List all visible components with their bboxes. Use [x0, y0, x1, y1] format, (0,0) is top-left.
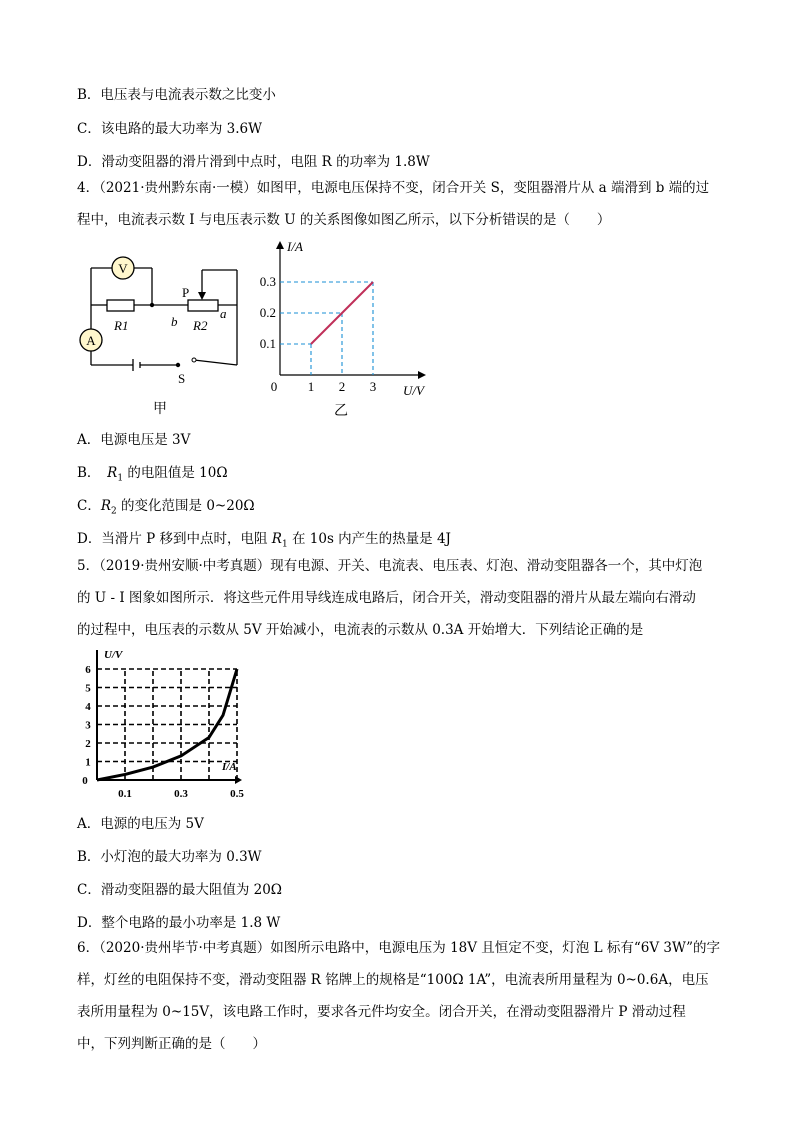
q5-stem-line-2: 的 U - I 图象如图所示．将这些元件用导线连成电路后，闭合开关，滑动变阻器的滑片从最左端向右滑动: [77, 590, 696, 606]
r1-label: R1: [114, 318, 129, 333]
graph-xlabel: U/V: [403, 383, 424, 398]
option-d-prev: D．滑动变阻器的滑片滑到中点时，电阻 R 的功率为 1.8W: [77, 154, 430, 170]
q4-option-a: A．电源电压是 3V: [77, 432, 191, 448]
q5-y-tick-label: 4: [85, 701, 91, 713]
q5-xlabel: I/A: [222, 761, 237, 773]
q5-x-tick-label: 0.5: [230, 788, 244, 800]
q5-stem-line-3: 的过程中，电压表的示数从 5V 开始减小，电流表的示数从 0.3A 开始增大．下列结论正确的是: [77, 622, 644, 638]
q4-option-d: D．当滑片 P 移到中点时，电阻 $R_1$ 在 10s 内产生的热量是 4J: [77, 531, 451, 550]
q6-stem: [77, 932, 727, 1060]
slider-p-label: P: [182, 285, 190, 300]
r2-label: R2: [193, 318, 208, 333]
q6-stem-line-2: 样，灯丝的电阻保持不变，滑动变阻器 R 铭牌上的规格是“100Ω 1A”，电流表所用量程为 0~0.6A，电压: [77, 972, 709, 988]
q4-stem: [77, 172, 727, 236]
q6-stem-line-1: 6．（2020·贵州毕节·中考真题）如图所示电路中，电源电压为 18V 且恒定不变，灯泡 L 标有“6V 3W”的字: [77, 940, 720, 956]
q5-y-tick-label: 1: [85, 756, 91, 769]
q5-option-d: D．整个电路的最小功率是 1.8 W: [77, 915, 281, 931]
q4-circuit-diagram: [70, 250, 250, 420]
graph-origin: 0: [270, 379, 278, 394]
q5-x-tick-label: 0.1: [118, 788, 132, 800]
node-a-label: a: [220, 306, 227, 321]
graph-caption: 乙: [334, 404, 348, 418]
switch-s-label: S: [178, 371, 186, 386]
q4-stem-line-2: 程中，电流表示数 I 与电压表示数 U 的关系图像如图乙所示，以下分析错误的是（ ）: [77, 212, 611, 228]
q5-x-tick-label: 0.3: [174, 788, 188, 800]
q5-option-b: B．小灯泡的最大功率为 0.3W: [77, 849, 262, 865]
q5-y-tick-label: 3: [85, 719, 91, 732]
y-axis-arrow-icon: [276, 241, 284, 249]
q4-option-c: C．$R_2$ 的变化范围是 0~20Ω: [77, 498, 255, 517]
q5-y-tick-label: 5: [85, 682, 91, 695]
q5-stem-line-1: 5．（2019·贵州安顺·中考真题）现有电源、开关、电流表、电压表、灯泡、滑动变阻器各一个，其中灯泡: [77, 558, 703, 574]
y-tick-label: 0.2: [259, 305, 276, 320]
q5-option-c: C．滑动变阻器的最大阻值为 20Ω: [77, 882, 282, 898]
q5-ylabel: U/V: [104, 649, 123, 661]
q5-y-tick-label: 2: [85, 738, 91, 750]
voltmeter-label: V: [118, 261, 128, 276]
slider-arrow-icon: [198, 292, 206, 300]
q5-ui-graph: [72, 640, 257, 805]
q5-origin: 0: [82, 775, 88, 787]
y-tick-label: 0.1: [259, 336, 276, 351]
q4-option-b: B． $R_1$ 的电阻值是 10Ω: [77, 465, 228, 484]
x-tick-label: 3: [369, 379, 377, 394]
option-b-prev: B．电压表与电流表示数之比变小: [77, 87, 276, 103]
q6-stem-line-3: 表所用量程为 0~15V，该电路工作时，要求各元件均安全。闭合开关，在滑动变阻器滑片 P 滑动过程: [77, 1004, 686, 1020]
q5-x-arrow-icon: [235, 776, 242, 784]
option-c-prev: C．该电路的最大功率为 3.6W: [77, 121, 262, 137]
q6-stem-line-4: 中，下列判断正确的是（ ）: [77, 1036, 266, 1052]
q5-stem: [77, 550, 727, 646]
node-b-label: b: [171, 314, 178, 329]
q4-iu-graph: [255, 233, 440, 418]
ammeter-label: A: [86, 333, 96, 348]
x-axis-arrow-icon: [418, 371, 426, 379]
q5-y-tick-label: 6: [85, 664, 91, 676]
y-tick-label: 0.3: [259, 274, 276, 289]
graph-ylabel: I/A: [287, 239, 303, 254]
x-tick-label: 1: [307, 379, 315, 394]
q4-stem-line-1: 4．（2021·贵州黔东南·一模）如图甲，电源电压保持不变，闭合开关 S，变阻器滑片从 a 端滑到 b 端的过: [77, 180, 710, 196]
circuit-caption: 甲: [153, 402, 167, 417]
q5-option-a: A．电源的电压为 5V: [77, 816, 204, 832]
x-tick-label: 2: [338, 379, 346, 394]
